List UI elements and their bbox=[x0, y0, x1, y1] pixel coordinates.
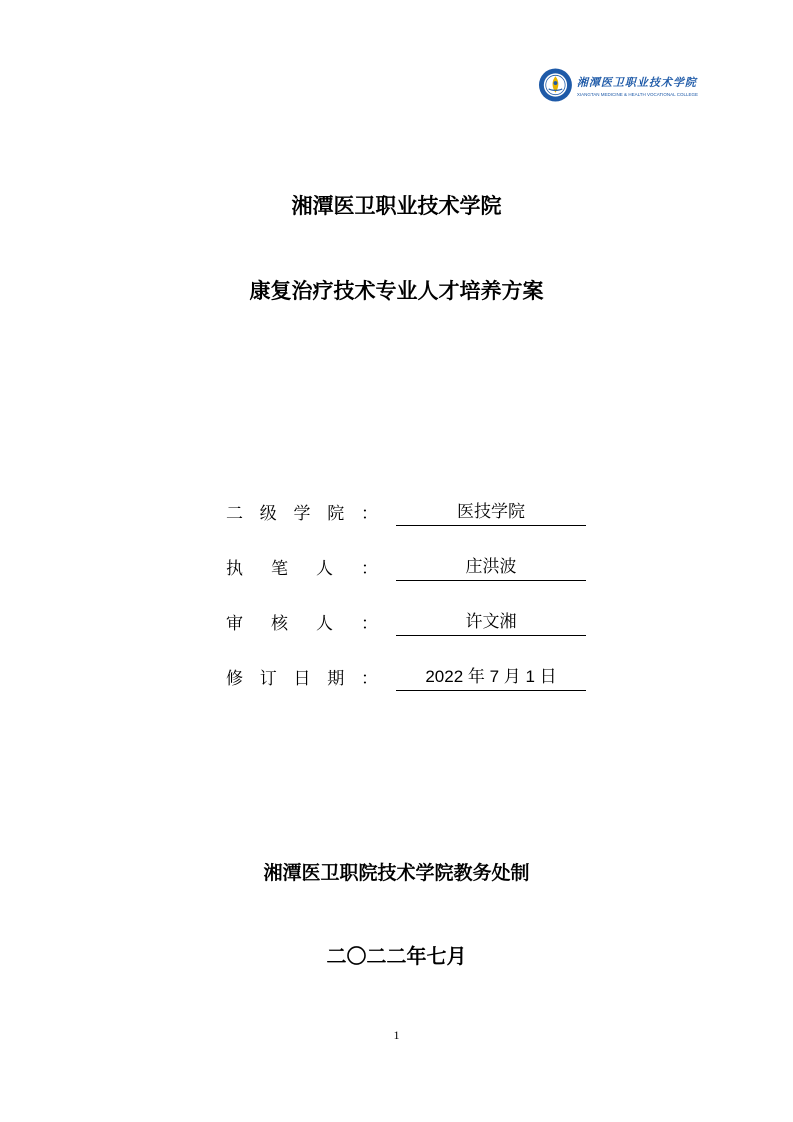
info-row-revision-date bbox=[226, 658, 586, 698]
info-row-reviewer bbox=[226, 603, 586, 643]
label-char: 执 bbox=[226, 559, 243, 579]
label-char: 院 bbox=[327, 504, 345, 524]
plan-title: 康复治疗技术专业人才培养方案 bbox=[249, 279, 544, 303]
info-label bbox=[226, 499, 378, 524]
label-char: 日 bbox=[293, 669, 311, 689]
issue-date: 二〇二二年七月 bbox=[326, 944, 467, 968]
info-row-author bbox=[226, 548, 586, 588]
underline bbox=[396, 525, 586, 526]
label-char: 级 bbox=[259, 504, 277, 524]
info-value: 庄洪波 bbox=[465, 557, 517, 576]
label-char: ： bbox=[361, 614, 378, 634]
logo-text bbox=[577, 74, 698, 97]
label-char: 修 bbox=[226, 669, 243, 689]
underline bbox=[396, 690, 586, 691]
label-char: 学 bbox=[293, 504, 311, 524]
college-emblem-icon bbox=[538, 67, 573, 103]
label-char: 审 bbox=[226, 614, 243, 634]
info-value: 2022 年 7 月 1 日 bbox=[425, 667, 557, 686]
logo-name-en: XIANGTAN MEDICINE & HEALTH VOCATIONAL COLLEGE bbox=[576, 91, 698, 97]
label-char: 二 bbox=[226, 504, 243, 524]
label-char: 期 bbox=[327, 669, 345, 689]
label-char: ： bbox=[361, 669, 378, 689]
page-number: 1 bbox=[393, 1028, 400, 1042]
issuing-office: 湘潭医卫职院技术学院教务处制 bbox=[263, 862, 530, 884]
school-title: 湘潭医卫职业技术学院 bbox=[291, 194, 502, 218]
info-label bbox=[226, 664, 378, 689]
info-label bbox=[226, 609, 378, 634]
label-char: 笔 bbox=[271, 559, 288, 579]
info-row-department bbox=[226, 493, 586, 533]
logo-name-cn: 湘潭医卫职业技术学院 bbox=[576, 75, 697, 89]
label-char: 人 bbox=[316, 614, 333, 634]
info-value: 医技学院 bbox=[457, 502, 525, 521]
college-logo bbox=[538, 66, 698, 104]
info-label bbox=[226, 554, 378, 579]
label-char: 订 bbox=[259, 669, 277, 689]
info-value: 许文湘 bbox=[465, 612, 517, 631]
underline bbox=[396, 635, 586, 636]
label-char: 人 bbox=[316, 559, 333, 579]
label-char: ： bbox=[361, 559, 378, 579]
underline bbox=[396, 580, 586, 581]
label-char: 核 bbox=[271, 614, 288, 634]
label-char: ： bbox=[361, 504, 378, 524]
